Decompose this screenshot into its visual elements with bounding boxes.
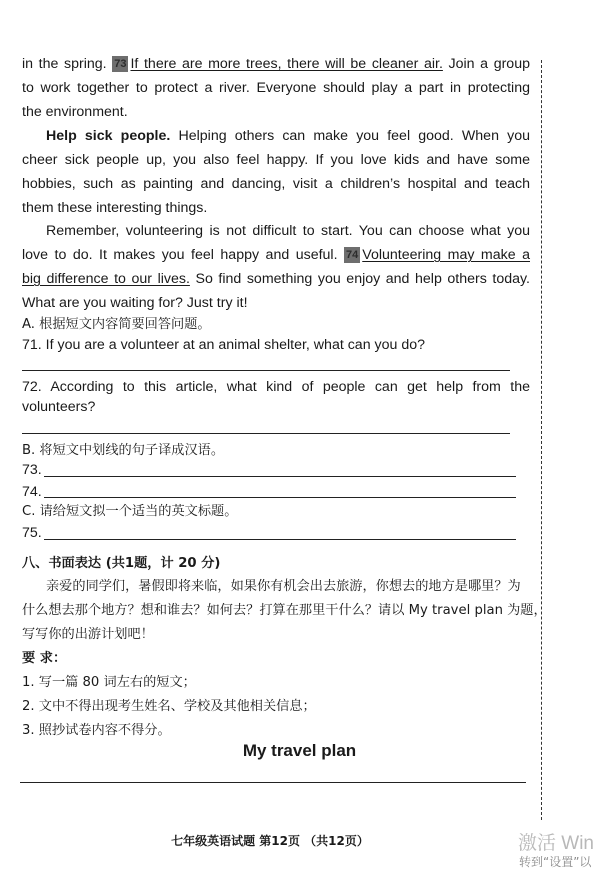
passage-line-3: the environment. bbox=[22, 104, 128, 120]
writing-prompt-line-3: 写写你的出游计划吧！ bbox=[22, 627, 154, 642]
question-74-label: 74. bbox=[22, 484, 42, 500]
writing-prompt-line-1: 亲爱的同学们，暑假即将来临，如果你有机会出去旅游，你想去的地方是哪里？为 bbox=[46, 579, 521, 594]
writing-heading: 八、书面表达 (共1题，计 20 分) bbox=[22, 556, 221, 571]
passage-line-11: What are you waiting for? Just try it! bbox=[22, 295, 248, 311]
passage-text: in the spring. bbox=[22, 56, 107, 72]
passage-line-7: them these interesting things. bbox=[22, 200, 208, 216]
section-b-heading: B. 将短文中划线的句子译成汉语。 bbox=[22, 443, 225, 458]
question-72-line-2: volunteers? bbox=[22, 399, 96, 415]
activation-watermark-line-1: 激活 Win bbox=[518, 833, 595, 854]
answer-line-71[interactable] bbox=[22, 370, 510, 371]
underlined-sentence-73: If there are more trees, there will be cleaner air. bbox=[130, 56, 443, 72]
passage-text: Helping others can make you feel good. When you bbox=[178, 128, 530, 144]
question-73-marker: 73 bbox=[114, 58, 127, 70]
page-footer: 七年级英语试题 第12页 （共12页） bbox=[171, 834, 369, 848]
question-71: 71. If you are a volunteer at an animal shelter, what can you do? bbox=[22, 337, 426, 353]
question-72-line-1: 72. According to this article, what kind of people can get help from the bbox=[22, 379, 530, 395]
answer-line-75[interactable] bbox=[44, 539, 516, 540]
passage-text: Join a group bbox=[448, 56, 530, 72]
passage-line-9 bbox=[22, 246, 530, 264]
requirement-3: 3. 照抄试卷内容不得分。 bbox=[22, 723, 171, 738]
passage-line-10 bbox=[22, 270, 530, 288]
requirement-1: 1. 写一篇 80 词左右的短文； bbox=[22, 675, 196, 690]
underlined-sentence-74: Volunteering may make a bbox=[362, 247, 530, 263]
passage-line-6: hobbies, such as painting and dancing, visit a children’s hospital and teach bbox=[22, 176, 530, 192]
writing-title: My travel plan bbox=[242, 741, 357, 760]
passage-line-1 bbox=[22, 55, 530, 73]
passage-line-5: cheer sick people up, you also feel happy. If you love kids and have some bbox=[22, 152, 530, 168]
passage-text: So find something you enjoy and help others today. bbox=[195, 271, 530, 287]
passage-text: love to do. It makes you feel happy and useful. bbox=[22, 247, 338, 263]
section-c-heading: C. 请给短文拟一个适当的英文标题。 bbox=[22, 504, 238, 519]
answer-line-72[interactable] bbox=[22, 433, 510, 434]
answer-line-73[interactable] bbox=[44, 476, 516, 477]
passage-line-4 bbox=[46, 127, 530, 145]
writing-prompt-line-2: 什么想去那个地方？想和谁去？如何去？打算在那里干什么？请以 My travel plan 为题， bbox=[22, 603, 547, 618]
requirements-label: 要 求： bbox=[22, 651, 67, 666]
underlined-sentence-74-cont: big difference to our lives. bbox=[22, 271, 190, 287]
activation-watermark-line-2: 转到“设置”以 bbox=[519, 855, 592, 869]
question-74-marker: 74 bbox=[346, 249, 359, 261]
writing-answer-line[interactable] bbox=[20, 782, 526, 783]
passage-line-2: to work together to protect a river. Everyone should play a part in protecting bbox=[22, 80, 530, 96]
question-73-label: 73. bbox=[22, 462, 42, 478]
binding-margin-dashed-line bbox=[541, 60, 542, 820]
answer-line-74[interactable] bbox=[44, 497, 516, 498]
paragraph-heading: Help sick people. bbox=[46, 128, 171, 144]
passage-line-8: Remember, volunteering is not difficult to start. You can choose what you bbox=[46, 223, 530, 239]
section-a-heading: A. 根据短文内容简要回答问题。 bbox=[22, 317, 211, 332]
question-75-label: 75. bbox=[22, 525, 42, 541]
requirement-2: 2. 文中不得出现考生姓名、学校及其他相关信息； bbox=[22, 699, 316, 714]
